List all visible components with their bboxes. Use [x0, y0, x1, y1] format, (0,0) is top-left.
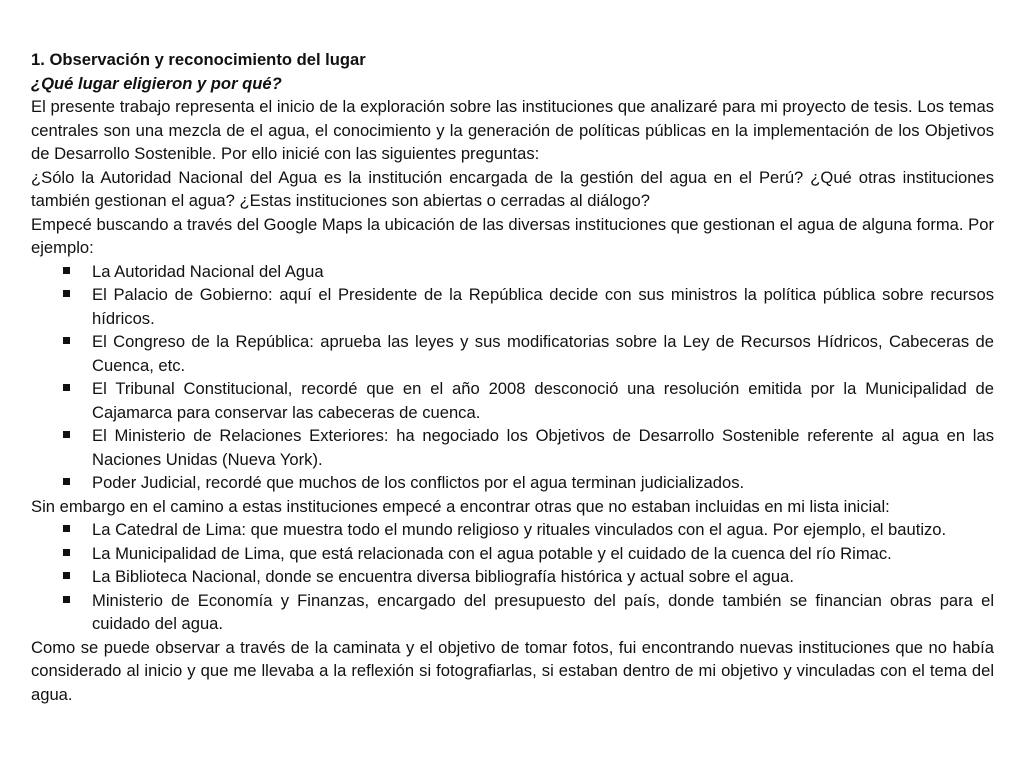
list-item-text: El Congreso de la República: aprueba las leyes y sus modificatorias sobre la Ley de Recursos Hídricos, Cabeceras de Cuenca, etc.: [92, 332, 994, 375]
new-institutions-list: [31, 518, 994, 636]
square-bullet-icon: [63, 384, 70, 391]
square-bullet-icon: [63, 549, 70, 556]
list-item-text: La Biblioteca Nacional, donde se encuentra diversa bibliografía histórica y actual sobre el agua.: [92, 567, 794, 586]
list-item-text: El Ministerio de Relaciones Exteriores: ha negociado los Objetivos de Desarrollo Sostenible referente al agua en las Naciones Unidas (Nueva York).: [92, 426, 994, 469]
list-item-text: La Catedral de Lima: que muestra todo el mundo religioso y rituales vinculados con el agua. Por ejemplo, el bautizo.: [92, 520, 947, 539]
square-bullet-icon: [63, 478, 70, 485]
intro-paragraph: El presente trabajo representa el inicio de la exploración sobre las instituciones que analizaré para mi proyecto de tesis. Los temas centrales son una mezcla de el agua, el conocimiento y la generación de políticas públicas en la implementación de los Objetivos de Desarrollo Sostenible. Por ello inicié con las siguientes preguntas:: [31, 97, 994, 163]
list-item: [31, 377, 994, 424]
square-bullet-icon: [63, 290, 70, 297]
list-item: [31, 542, 994, 566]
list-item-text: El Tribunal Constitucional, recordé que en el año 2008 desconoció una resolución emitida por la Municipalidad de Cajamarca para conservar las cabeceras de cuenca.: [92, 379, 994, 422]
transition-paragraph: Sin embargo en el camino a estas instituciones empecé a encontrar otras que no estaban incluidas en mi lista inicial:: [31, 496, 890, 516]
list-item-text: Poder Judicial, recordé que muchos de los conflictos por el agua terminan judicializados.: [92, 473, 745, 492]
square-bullet-icon: [63, 431, 70, 438]
square-bullet-icon: [63, 525, 70, 532]
list-item-text: La Autoridad Nacional del Agua: [92, 261, 324, 281]
list-item: [31, 589, 994, 636]
section-question: ¿Qué lugar eligieron y por qué?: [31, 73, 282, 93]
list-item: [31, 424, 994, 471]
initial-institutions-list: [31, 260, 994, 495]
section-heading: 1. Observación y reconocimiento del lugar: [31, 50, 366, 69]
square-bullet-icon: [63, 337, 70, 344]
list-item: [31, 330, 994, 377]
list-item-text: El Palacio de Gobierno: aquí el Presidente de la República decide con sus ministros la política pública sobre recursos hídricos.: [92, 285, 994, 328]
list-item: [31, 260, 994, 284]
list-item-text: Ministerio de Economía y Finanzas, encargado del presupuesto del país, donde también se financian obras para el cuidado del agua.: [92, 590, 994, 633]
list-item: [31, 518, 994, 542]
questions-paragraph: ¿Sólo la Autoridad Nacional del Agua es la institución encargada de la gestión del agua en el Perú? ¿Qué otras instituciones también gestionan el agua? ¿Estas instituciones son abiertas o cerradas al diálogo?: [31, 167, 994, 210]
square-bullet-icon: [63, 596, 70, 603]
list-item-text: La Municipalidad de Lima, que está relacionada con el agua potable y el cuidado de la cuenca del río Rimac.: [92, 543, 892, 563]
list-item: [31, 471, 994, 495]
document-page: [31, 48, 994, 706]
square-bullet-icon: [63, 572, 70, 579]
list-item: [31, 565, 994, 589]
list-item: [31, 283, 994, 330]
square-bullet-icon: [63, 267, 70, 274]
conclusion-paragraph: Como se puede observar a través de la caminata y el objetivo de tomar fotos, fui encontrando nuevas instituciones que no había considerado al inicio y que me llevaba a la reflexión si fotografiarlas, si estaban dentro de mi objetivo y vinculadas con el tema del agua.: [31, 637, 994, 704]
search-paragraph: Empecé buscando a través del Google Maps la ubicación de las diversas instituciones que gestionan el agua de alguna forma. Por ejemplo:: [31, 214, 994, 257]
